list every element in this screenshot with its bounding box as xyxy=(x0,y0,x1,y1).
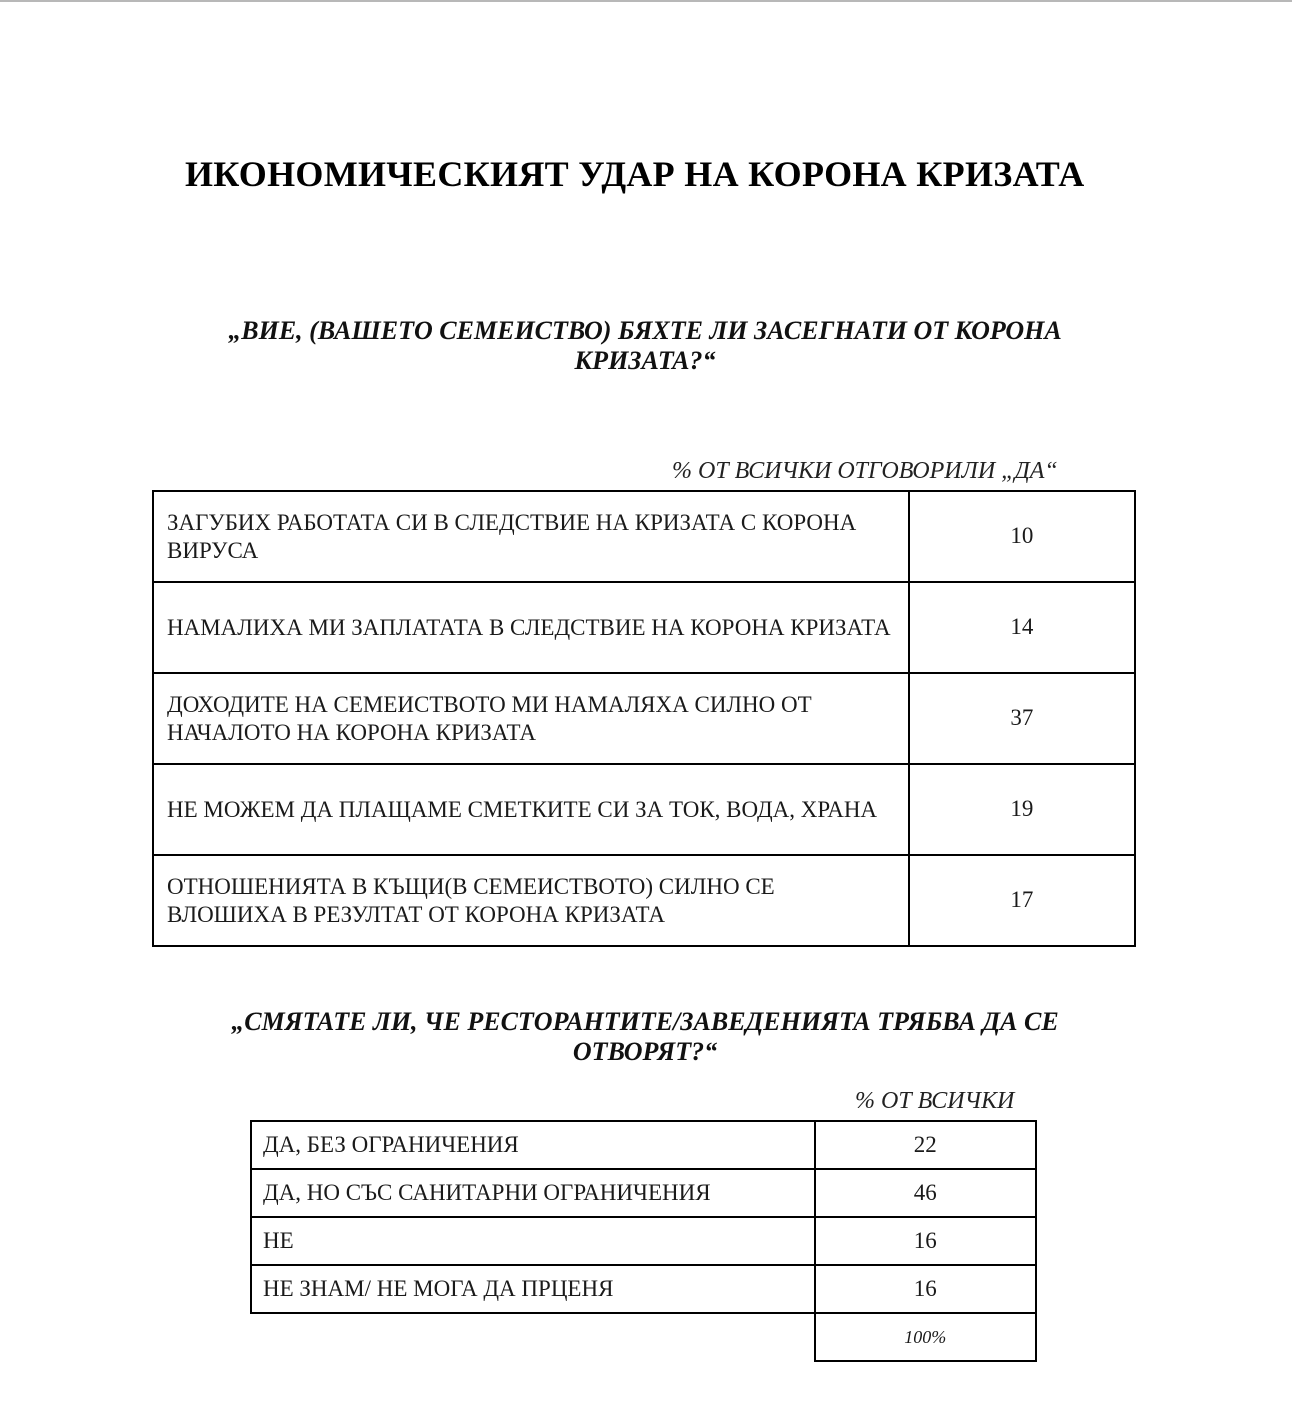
table-row xyxy=(153,764,1135,855)
row-value: 14 xyxy=(909,582,1135,673)
table-row xyxy=(251,1265,1036,1313)
row-label: ДА, БЕЗ ОГРАНИЧЕНИЯ xyxy=(251,1121,815,1169)
page-top-border xyxy=(0,0,1292,2)
row-value: 19 xyxy=(909,764,1135,855)
row-value: 16 xyxy=(815,1217,1036,1265)
total-value: 100% xyxy=(815,1313,1036,1361)
row-label: НЕ ЗНАМ/ НЕ МОГА ДА ПРЦЕНЯ xyxy=(251,1265,815,1313)
row-label: НАМАЛИХА МИ ЗАПЛАТАТА В СЛЕДСТВИЕ НА КОРОНА КРИЗАТА xyxy=(153,582,909,673)
table-row xyxy=(153,673,1135,764)
row-value: 10 xyxy=(909,491,1135,582)
table-1-caption: % ОТ ВСИЧКИ ОТГОВОРИЛИ „ДА“ xyxy=(672,458,1058,484)
document-title: ИКОНОМИЧЕСКИЯТ УДАР НА КОРОНА КРИЗАТА xyxy=(185,154,1085,194)
row-value: 37 xyxy=(909,673,1135,764)
survey-question-2: „СМЯТАТЕ ЛИ, ЧЕ РЕСТОРАНТИТЕ/ЗАВЕДЕНИЯТА ТРЯБВА ДА СЕ ОТВОРЯТ?“ xyxy=(231,1007,1059,1066)
table-row xyxy=(251,1217,1036,1265)
table-row xyxy=(153,582,1135,673)
table-2-caption: % ОТ ВСИЧКИ xyxy=(855,1088,1015,1114)
row-label: ДОХОДИТЕ НА СЕМЕИСТВОТО МИ НАМАЛЯХА СИЛНО ОТ НАЧАЛОТО НА КОРОНА КРИЗАТА xyxy=(153,673,909,764)
row-value: 46 xyxy=(815,1169,1036,1217)
total-row xyxy=(251,1313,1036,1361)
table-row xyxy=(251,1169,1036,1217)
row-value: 16 xyxy=(815,1265,1036,1313)
table-row xyxy=(153,491,1135,582)
table-row xyxy=(251,1121,1036,1169)
total-spacer xyxy=(251,1313,815,1361)
survey-question-1: „ВИЕ, (ВАШЕТО СЕМЕИСТВО) БЯХТЕ ЛИ ЗАСЕГНАТИ ОТ КОРОНА КРИЗАТА?“ xyxy=(228,316,1062,375)
row-value: 17 xyxy=(909,855,1135,946)
row-label: НЕ xyxy=(251,1217,815,1265)
row-value: 22 xyxy=(815,1121,1036,1169)
restaurants-table xyxy=(250,1120,1037,1362)
row-label: ОТНОШЕНИЯТА В КЪЩИ(В СЕМЕИСТВОТО) СИЛНО СЕ ВЛОШИХА В РЕЗУЛТАТ ОТ КОРОНА КРИЗАТА xyxy=(153,855,909,946)
impact-table xyxy=(152,490,1136,947)
row-label: НЕ МОЖЕМ ДА ПЛАЩАМЕ СМЕТКИТЕ СИ ЗА ТОК, ВОДА, ХРАНА xyxy=(153,764,909,855)
row-label: ДА, НО СЪС САНИТАРНИ ОГРАНИЧЕНИЯ xyxy=(251,1169,815,1217)
table-row xyxy=(153,855,1135,946)
row-label: ЗАГУБИХ РАБОТАТА СИ В СЛЕДСТВИЕ НА КРИЗАТА С КОРОНА ВИРУСА xyxy=(153,491,909,582)
